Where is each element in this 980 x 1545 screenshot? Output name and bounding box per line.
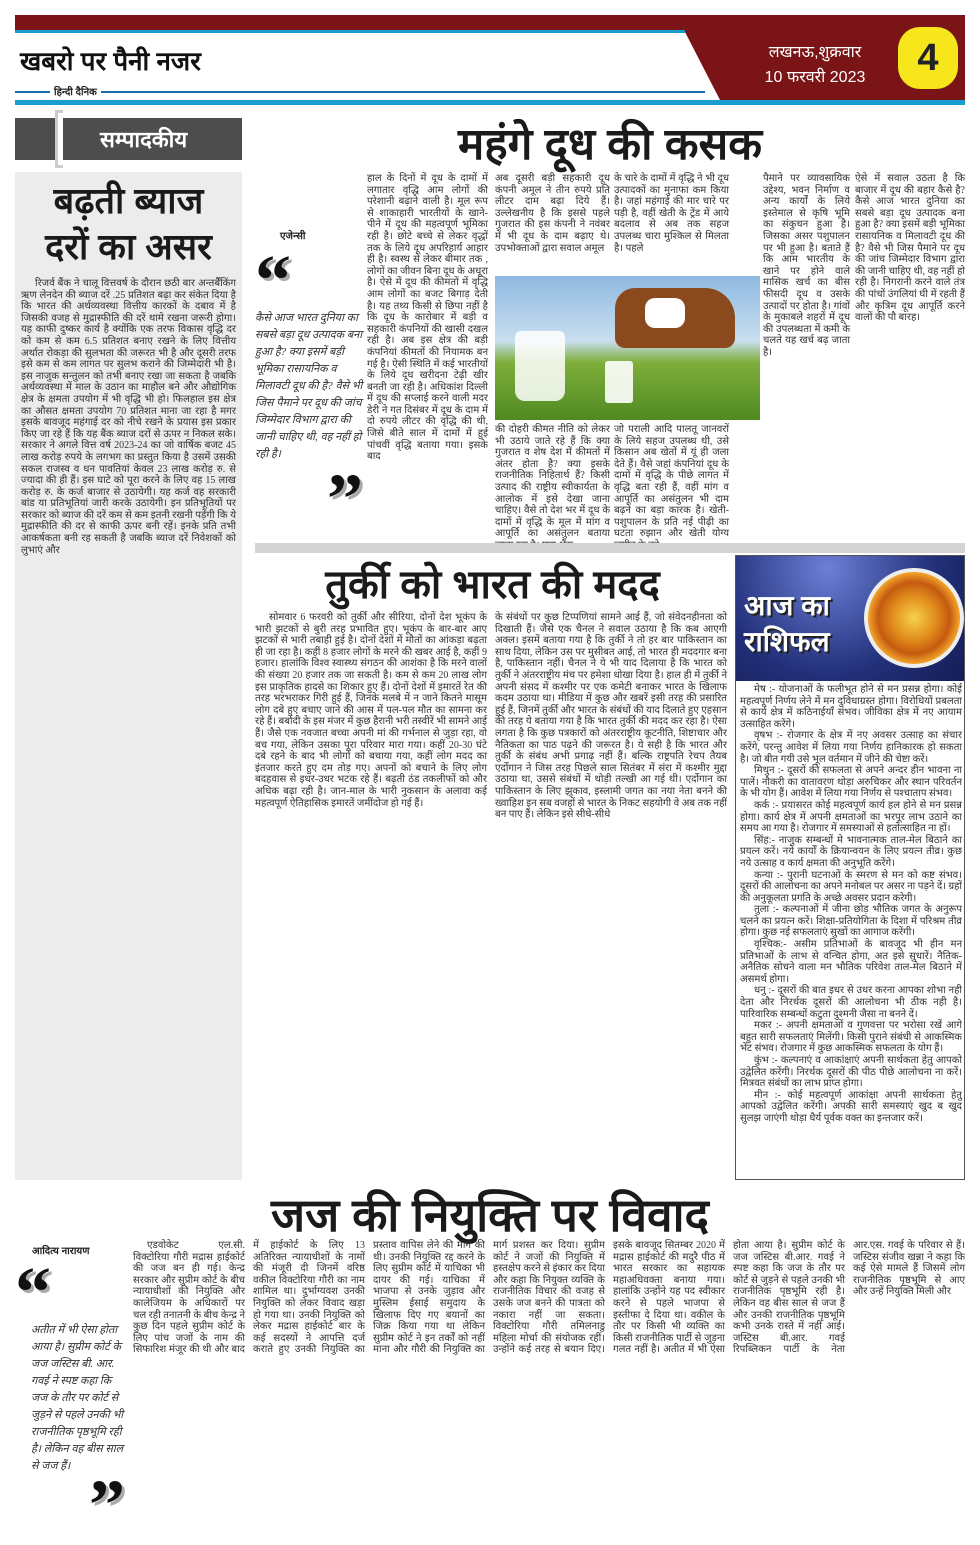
horoscope-entry [740, 765, 962, 800]
zodiac-sign: मकर :- [754, 1020, 782, 1032]
horoscope-entry [740, 985, 962, 1020]
milk-column-2-bottom: की दोहरी कीमत नीति को लेकर भी उठाये जाते रहे हैं कि क्या गुजरात व शेष देश में कीमतों में अंतर होता है? क्या इसके राजनीतिक निहितार्थ हैं? किसी उत्पाद की राष्ट्रीय स्वीकार्यता के आलोक में इसे देखा जाना चाहिए। वैसे तो देश भर में दूध के दामों में वृद्धि के मूल में मांग व आपूर्ति का असंतुलन बताया [495, 424, 610, 540]
horoscope-text: प्रयासरत कोई महत्वपूर्ण कार्य हल होने से मन प्रसन्न होगा। कार्य क्षेत्र में अपनी क्षमताओं का भरपूर लाभ उठाने का समय आ गया है। रोजगार में समस्याओं से हतोत्साहित ना हों। [740, 799, 963, 835]
pull-quote [15, 1252, 125, 1545]
horoscope-text: कल्पनाओं में जीना छोड़ भौतिक जगत के अनुरूप चलने का प्रयत्न करें। शिक्षा-प्रतियोगिता के दिशा में परिश्रम तीव्र होगा। कुछ नई सफलताएं सुखों का आगाज करेंगी। [740, 904, 963, 939]
newspaper-slogan: खबरो पर पैनी नजर [20, 46, 201, 76]
milk-column-4-text: पैमाने पर व्यावसायिक उद्देश्य, भवन निर्माण व अन्य कार्यों के लिये इस्तेमाल से कृषि भूमि का संकुचन हुआ है। जिसका असर पशुपालन पर भी हुआ है। बताते हैं कि आम भारतीय के खाने पर होने वाले मासिक खर्च का बीस फीसदी दूध व उसके उत्पादों पर होता है। गांवों के मुकाबले शहरों में दूध की उपलब्धता में कमी के चलते यह खर्च बढ़ जाता है। [763, 173, 850, 358]
editorial-headline-line2: दरों का असर [45, 226, 212, 267]
milk-column-5: ऐसे में सवाल उठता है कि बाजार में दूध की बहार कैसे है? कैसे आज भारत दुनिया का सबसे बड़ा दूध उत्पादक बना हुआ है? क्या इसमें बड़ी भूमिका रासायनिक व मिलावटी दूध की है? वैसे भी जिस पैमाने पर दूध की जांच जिम्मेदार विभाग द्वारा की जानी चाहिए थी, वह नहीं हो रही है। निगरानी करने वाले तंत्र की पांचों उंगलियां घी में रहती हैं और कृत्रिम दूध आपूर्ति करने वालों की पौ बारह। [855, 173, 965, 324]
horoscope-entry [740, 1090, 962, 1125]
byline: आदित्य नारायण [32, 1246, 90, 1257]
judge-article-headline: जज की नियुक्ति पर विवाद [271, 1189, 709, 1241]
horoscope-entry [740, 730, 962, 765]
horoscope-entry [740, 1055, 962, 1090]
milk-article-headline: महंगे दूध की कसक [457, 120, 763, 169]
editorial-body [21, 278, 236, 556]
city-day: लखनऊ,शुक्रवार [768, 44, 862, 61]
judge-article-body: एडवोकेट एल.सी. विक्टोरिया गौरी मद्रास हाईकोर्ट की जज बन ही गई। केन्द्र सरकार और सुप्रीम कोर्ट के बीच न्यायाधीशों की नियुक्ति और कालेजियम के अधिकारों पर चल रही तनातनी के बीच केन्द्र ने कुछ दिन पहले सुप्रीम कोर्ट के लिए पांच जजों के नाम की सिफारिश मंजूर की थी और बाद में हाईकोर्ट के लिए 13 अतिरिक्त न्यायाधीशों के नामों की मंजूरी दी जिनमें वरिष्ठ वकील विक्टोरिया गौरी का नाम शामिल था। दुर्भाग्यवश उनकी नियुक्ति को लेकर विवाद खड़ा हो गया था। उनकी नियुक्ति को लेकर मद्रास हाईकोर्ट बार के कई सदस्यों ने आपत्ति दर्ज कराते हुए उनकी नियुक्ति का प्रस्ताव वापिस लेने की मांग की थी। उनकी नियुक्ति रद्द करने के लिए सुप्रीम कोर्ट में याचिका भी दायर की गई। याचिका में भाजपा से उनके जुड़ाव और मुस्लिम ईसाई समुदाय के खिलाफ दिए गए बयानों का जिक्र किया गया था लेकिन सुप्रीम कोर्ट ने इन तर्कों को नहीं माना और गौरी की नियुक्ति का मार्ग प्रशस्त कर दिया। सुप्रीम कोर्ट ने जजों की नियुक्ति में हस्तक्षेप करने से इंकार कर दिया और कहा कि नियुक्त व्यक्ति के राजनीतिक विचार की वजह से उसके जज बनने की पात्रता को नकारा नहीं जा सकता। विक्टोरिया गौरी तमिलनाडु महिला मोर्चा की संयोजक रहीं। उन्होंने कई तरह से बयान दिए। इसके बावजूद सितम्बर 2020 में मद्रास हाईकोर्ट की मदुरै पीठ में भारत सरकार का सहायक महाअधिवक्ता बनाया गया। हालांकि उन्होंने यह पद स्वीकार करने से पहले भाजपा से इस्तीफा दे दिया था। वकील के तौर पर किसी भी व्यक्ति का किसी राजनीतिक पार्टी से जुड़ना गलत नहीं है। अतीत में भी ऐसा होता आया है। सुप्रीम कोर्ट के जज जस्टिस बी.आर. गवई ने स्पष्ट कहा कि जज के तौर पर कोर्ट से जुड़ने से पहले उनकी भी राजनीतिक पृष्ठभूमि रही है। लेकिन वह बीस साल से जज हैं और उनकी राजनीतिक पृष्ठभूमि कभी उनके रास्ते में नहीं आई। जस्टिस बी.आर. गवई रिपब्लिकन पार्टी के नेता आर.एस. गवई के परिवार से हैं। जस्टिस संजीव खन्ना ने कहा कि कई ऐसे मामले हैं जिसमें लोग राजनीतिक पृष्ठभूमि से आए और उन्हें नियुक्ति मिली और [133, 1240, 965, 1356]
horoscope-text: दूसरों की सफलता से अपने अन्दर हीन भावना ना पालें। नौकरी का वातावरण थोड़ा अरुचिकर और स्थान परिवर्तन के भी योग हैं। आवेश में लिया गया निर्णय से पश्चाताप संभव। [740, 765, 963, 800]
milk-column-3-bottom: जो पराली आदि पालतू जानवरों के लिये सहज उपलब्ध थी, उसे किसान अब खेतों में यूं ही जला देते हैं। वैसे जहां कंपनियां दूध के दामों में वृद्धि के पीछे लागत में वृद्धि बता रही हैं, वहीं मांग व आपूर्ति का असंतुलन भी दाम बढ़ने का बड़ा कारक है। खेती-पशुपालन के प्रति नई पीढ़ी का घटता रुझान और खेती योग्य [614, 424, 729, 540]
horoscope-entry [740, 939, 962, 985]
section-label: सम्पादकीय [100, 127, 188, 152]
zodiac-sign: मीन :- [754, 1089, 781, 1101]
horoscope-text: असीम प्रतिभाओं के बावजूद भी हीन मन प्रतिभाओं के लाभ से वन्चित होगा, अत इसे सुधारें। नैतिक-अनैतिक सोचने वाला मन भौतिक परिवेश ताल-मेल बिठाने में असमर्थ होगा। [740, 939, 963, 985]
divider [15, 100, 965, 105]
zodiac-sign: तुला :- [754, 904, 779, 916]
milk-column-1: हाल के दिनों में दूध के दामों में लगातार वृद्धि आम लोगों की परेशानी बढ़ाने वाली है। मूल रूप से शाकाहारी भारतीयों के खाने-पीने में दूध की महत्वपूर्ण भूमिका रही है। छोटे बच्चे से लेकर वृद्धों तक के लिये दूध अपरिहार्य आहार ही है। स्वस्थ से लेकर बीमार तक , लोगों का जीवन बिना दूध के अधूरा है। ऐसे में दूध की कीमतों में वृद्धि आम लोगों का बजट बिगाड़ देती है। यह तथ्य किसी से छिपा नहीं है कि दूध के कारोबार में बड़ी व सहकारी कंपनियों की खासी दखल रही है। अब इस क्षेत्र की बड़ी कंपनियां कीमतों की नियामक बन गई है। ऐसी स्थिति में कई भारतीयों के लिये दूध खरीदना टेढ़ी खीर बनती जा रही है। अधिकांश दिल्ली में दूध की सप्लाई करने वाली मदर डेरी ने गत दिसंबर में दूध के दाम में दो रुपये लीटर की वृद्धि की थी, जिसे बीते साल में दामों में हुई पांचवीं वृद्धि बताया गया। इसके बाद [367, 173, 488, 463]
milk-jug [515, 331, 565, 401]
horoscope-title-line1: आज का [744, 590, 830, 621]
zodiac-sign: धनु :- [754, 985, 775, 997]
zodiac-sign: कन्या :- [754, 869, 784, 881]
pull-quote [255, 240, 363, 539]
horoscope-text: रोजगार के क्षेत्र में नए अवसर उत्साह का संचार करेंगे, परन्तु आवेश में लिया गया निर्णय हानिकारक हो सकता है। जो बीत गयी उसे भूल वर्तमान में जीने की चेष्टा करें। [740, 730, 963, 765]
close-quote-icon: ” [89, 1465, 125, 1545]
divider [15, 91, 705, 93]
pull-quote-text: कैसे आज भारत दुनिया का सबसे बड़ा दूध उत्पादक बना हुआ है? क्या इसमें बड़ी भूमिका रासायनिक व मिलावटी दूध की है? वैसे भी जिस पैमाने पर दूध की जांच जिम्मेदार विभाग द्वारा की जानी चाहिए थी, वह नहीं हो रही है। [255, 312, 363, 460]
horoscope-entry [740, 835, 962, 870]
cow-patch [645, 298, 685, 328]
horoscope-text: अपनी क्षमताओं व गुणवत्ता पर भरोसा रखें आगे बहुत सारी सफलताएं मिलेंगी। किसी पुराने संबंधी से आकस्मिक भेंट संभव। रोजगार में कुछ आकस्मिक सफलता के योग हैं। [740, 1020, 963, 1055]
bracket-decoration [55, 110, 63, 168]
horoscope-title-line2: राशिफल [744, 626, 830, 657]
zodiac-sign: मेष :- [754, 684, 776, 695]
zodiac-sign: सिंह:- [754, 834, 775, 846]
horoscope-entry [740, 1020, 962, 1055]
zodiac-sign: कर्क :- [754, 799, 779, 811]
horoscope-entry [740, 870, 962, 905]
horoscope-entry [740, 904, 962, 939]
horoscope-title [744, 588, 830, 660]
open-quote-icon: “ [255, 240, 291, 320]
turkey-column-2: के संबंधों पर कुछ टिप्पणियां सामने आई हैं, जो संवेदनहीनता को दिखाती हैं। जैसे एक चैनल ने सवाल उठाया है कि कब आएगी अक्ल। इसमें बताया गया है कि तुर्की ने तो हर बार पाकिस्तान का साथ दिया, लेकिन उस पर मुसीबत आई, तो भारत ही मददगार बना है, पाकिस्तान नहीं। चैनल ने ये भी याद दिलाया है कि भारत को तुर्की ने अंतरराष्ट्रीय मंच पर हमेशा धोखा दिया है। हाल ही में तुर्की ने अपनी संसद में कश्मीर पर एक कमेटी बनाकर भारत के खिलाफ कदम उठाया था। मीडिया में कुछ और खबरें इसी तरह की प्रसारित हुई हैं, जिनमें तुर्की और भारत के संबंधों की याद दिलाते हुए एहसान की तरह ये बताया गया है कि भारत तुर्की की मदद कर रहा है। ऐसा लगता है कि कुछ पत्रकारों को अंतरराष्ट्रीय कूटनीति, शिष्टाचार और नैतिकता का पाठ पढ़ने की जरूरत है। ये सही है कि भारत और तुर्की के संबंध अभी प्रगाढ़ नहीं हैं। बल्कि राष्ट्रपति रेचप तैयब एर्दोगान ने जिस तरह पिछले साल सितंबर में संरा में कश्मीर मुद्दा उठाया था, उससे संबंधों में थोड़ी तल्खी आ गई थी। एर्दोगान का पाकिस्तान के लिए झुकाव, इस्लामी जगत का नया नेता बनने की ख्वाहिश इन सब वजहों से भारत के निकट सहयोगी वे अब तक नहीं बन पाए हैं। लेकिन इसे सीधे-सीधे [495, 612, 727, 821]
horoscope-text: पुरानी घटनाओं के स्मरण से मन को कष्ट संभव। दूसरों की आलोचना का अपने मनोबल पर असर ना पड़ने दें। ग्रहों की अनुकूलता प्रगति के अच्छे अवसर प्रदान करेगी। [740, 869, 962, 904]
horoscope-text: कल्पनाएं व आकांक्षाएं अपनी सार्थकता हेतु आपको उद्वेलित करेंगी। निरर्थक दूसरों की पीठ पीछे आलोचना ना करें। मित्रवत संबंधों का लाभ प्राप्त होगा। [740, 1055, 963, 1090]
zodiac-sign: वृषभ :- [754, 730, 783, 742]
horoscope-text: कोई महत्वपूर्ण आकांक्षा अपनी सार्थकता हेतु आपको उद्वेलित करेंगी। अपकी सारी समस्याएं खुद ब खुद सुलझ जाएंगी थोड़ा धैर्य पूर्वक वक्त का इन्तजार करें। [740, 1089, 962, 1124]
byline: एजेन्सी [280, 231, 306, 242]
horoscope-list [740, 684, 962, 1125]
zodiac-sign: वृश्चिक:- [754, 939, 787, 951]
horoscope-text: दूसरों की बात इधर से उधर करना आपका शोभा नही देता और निरर्थक दूसरों की आलोचना भी ठीक नही है। पारिवारिक सम्बन्धों कटुता दुश्मनी जैसा ना बनने दें। [740, 985, 963, 1020]
zodiac-wheel-icon [864, 568, 964, 668]
paragraph: रिजर्व बैंक ने चालू वित्तवर्ष के दौरान छठी बार अन्तर्बैंकिंग ऋण लेनदेन की ब्याज दरें .25 प्रतिशत बढ़ा कर संकेत दिया है कि भारत की अर्थव्यवस्था वित्तीय कारकों के दबाव में है जिसकी वजह से मुद्रास्फीति की दरें थामे रखना जरूरी होगा। यह काफी दुष्कर कार्य है क्योंकि एक तरफ विकास वृद्धि दर को कम से कम 6.5 प्रतिशत बनाए रखने के लिए वित्तीय अर्थात रोकड़ा की सुलभता की जरूरत भी है और दूसरी तरफ इसे कम से कम लागत पर सुलभ कराने की जिम्मेदारी भी है। इस नाजुक सन्तुलन को तभी बनाए रखा जा सकता है जबकि अर्थव्यवस्था में माल के उठान का माहौल बने और औद्योगिक क्षेत्र के क्षमता उपयोग में भी वृद्धि भी हो। फिलहाल इस क्षेत्र का औसत क्षमता उपयोग 70 प्रतिशत माना जा रहा है मगर इसके बावजूद महंगाई दर को नीचे रखने के प्रयास इस प्रकार किए जा रहे हैं कि यह बैंक ब्याज दरों से ऊपर न निकल सके। सरकार ने अगले वित्त वर्ष 2023-24 का जो वार्षिक बजट 45 लाख करोड़ रुपये के लगभग का प्रस्तुत किया है उसमें उसकी सकल राजस्व व धन पावतियां केवल 23 लाख करोड़ रु. से ज्यादा की ही हैं। इस घाटे को पूरा करने के लिए वह 15 लाख करोड़ रु. के कर्ज बाजार से उठायेगी। यह कर्ज वह सरकारी बांड या प्रतिभूतियां जारी करके उठायेगी। इन प्रतिभूतियों पर सरकार को ब्याज की दरें कम से कम इतनी रखनी पड़ेंगी कि ये मुद्रास्फीति की दर से काफी ऊपर बनी रहें। इनके प्रति तभी आकर्षकता बनी रह सकती है जबकि ब्याज दरें निवेशकों को लुभाएं और [21, 278, 236, 556]
horoscope-text: योजनाओं के फलीभूत होने से मन प्रसन्न होगा। कोई महत्वपूर्ण निर्णय लेने में मन दुविधाग्रस्त होगा। विरोधियों प्रबलता से कार्य क्षेत्र में कठिनाईयाँ संभव। जीविका क्षेत्र में नए आयाम उत्साहित करेंगे। [740, 684, 963, 730]
horoscope-box [735, 555, 965, 1180]
turkey-column-1: सोमवार 6 फरवरी को तुर्की और सीरिया, दोनों देश भूकंप के भारी झटकों से बुरी तरह प्रभावित हुए। भूकंप के बार-बार आए झटकों से भारी तबाही हुई है। दोनों देशों में मौतों का आंकड़ा बढ़ता ही जा रहा है। कहीं 8 हजार लोगों के मरने की खबर आई है, कहीं 9 हजार। हालांकि विश्व स्वास्थ्य संगठन की आशंका है कि मरने वालों की संख्या 20 हजार तक जा सकती है। कम से कम 20 लाख लोग इस प्राकृतिक हादसे का शिकार हुए हैं। दोनों देशों में इमारतें रेत की तरह भरभराकर गिरी हुई हैं, जिनके मलबे में न जाने कितने मासूम लोग दबे हुए बचाए जाने की आस में पल-पल मौत का सामना कर रहे हैं। बर्बादी के इस मंजर में कुछ हैरानी भरी तस्वीरें भी सामने आई हैं। जैसे एक नवजात बच्चा अपनी मां की गर्भनाल से जुड़ा रहा, वो बच गया, लेकिन उसका पूरा परिवार मारा गया। कहीं 20-30 घंटे दबे रहने के बाद भी लोगों को बचाया गया, कहीं लोग मदद का इंतजार करते हुए दम तोड़ गए। अपनों को बचाने के लिए लोग बदहवास से इधर-उधर भटक रहे हैं। बढ़ती ठंड तकलीफों को और अधिक बढ़ा रही है। जान-माल के भारी नुकसान के अलावा कई महत्वपूर्ण ऐतिहासिक इमारतें जमींदोज हो गई हैं। [255, 612, 487, 809]
horoscope-entry [740, 684, 962, 730]
editorial-article [15, 172, 242, 1180]
page-number-badge: 4 [898, 27, 958, 89]
issue-date: 10 फरवरी 2023 [764, 69, 866, 86]
milk-glass [605, 361, 633, 403]
editorial-headline-line1: बढ़ती ब्याज [53, 180, 204, 221]
milk-cow-photo [495, 276, 760, 420]
milk-column-3-top: के चारे के दामों में वृद्धि ने भी दूध उत्पादकों का मुनाफा कम किया है। जहां महंगाई की मार चारे पर पड़ी है, वहीं खेती के ट्रेंड में आये बदलाव से अब तक सहज उपलब्ध चारा मुश्किल से मिलता है। पहले [614, 173, 729, 254]
horoscope-banner [736, 556, 964, 681]
turkey-article-headline: तुर्की को भारत की मदद [325, 563, 660, 607]
dateline [740, 40, 890, 90]
horoscope-entry [740, 800, 962, 835]
section-divider [255, 543, 965, 553]
divider [15, 30, 685, 33]
newspaper-subtitle: हिन्दी दैनिक [50, 84, 101, 98]
zodiac-sign: मिथुन :- [754, 765, 784, 777]
pull-quote-text: अतीत में भी ऐसा होता आया है। सुप्रीम कोर्ट के जज जस्टिस बी. आर. गवई ने स्पष्ट कहा कि जज के तौर पर कोर्ट से जुड़ने से पहले उनकी भी राजनीतिक पृष्ठभूमि रही है। लेकिन वह बीस साल से जज हैं। [31, 1324, 124, 1472]
close-quote-icon: ” [327, 459, 363, 539]
zodiac-sign: कुंभ :- [754, 1055, 778, 1066]
milk-column-2-top: अब दूसरी बड़ी सहकारी दूध कंपनी अमूल ने तीन रुपये प्रति लीटर दाम बढ़ा दिये हैं। उल्लेखनीय है कि इससे पहले गुजरात की इस कंपनी ने नवंबर में भी दूध के दाम बढ़ाए थे। उपभोक्ताओं द्वारा सवाल अमूल [495, 173, 610, 254]
open-quote-icon: “ [15, 1252, 51, 1332]
horoscope-text: नाजुक सम्बन्धों मे भावनात्मक ताल-मेल बिठाने का प्रयत्न करें। नये कार्यों के क्रियान्वयन के लिए प्रयत्न तीव्र। कुछ नये उत्साह व कार्य क्षमता की अनुभूति करेंगे। [740, 834, 963, 869]
